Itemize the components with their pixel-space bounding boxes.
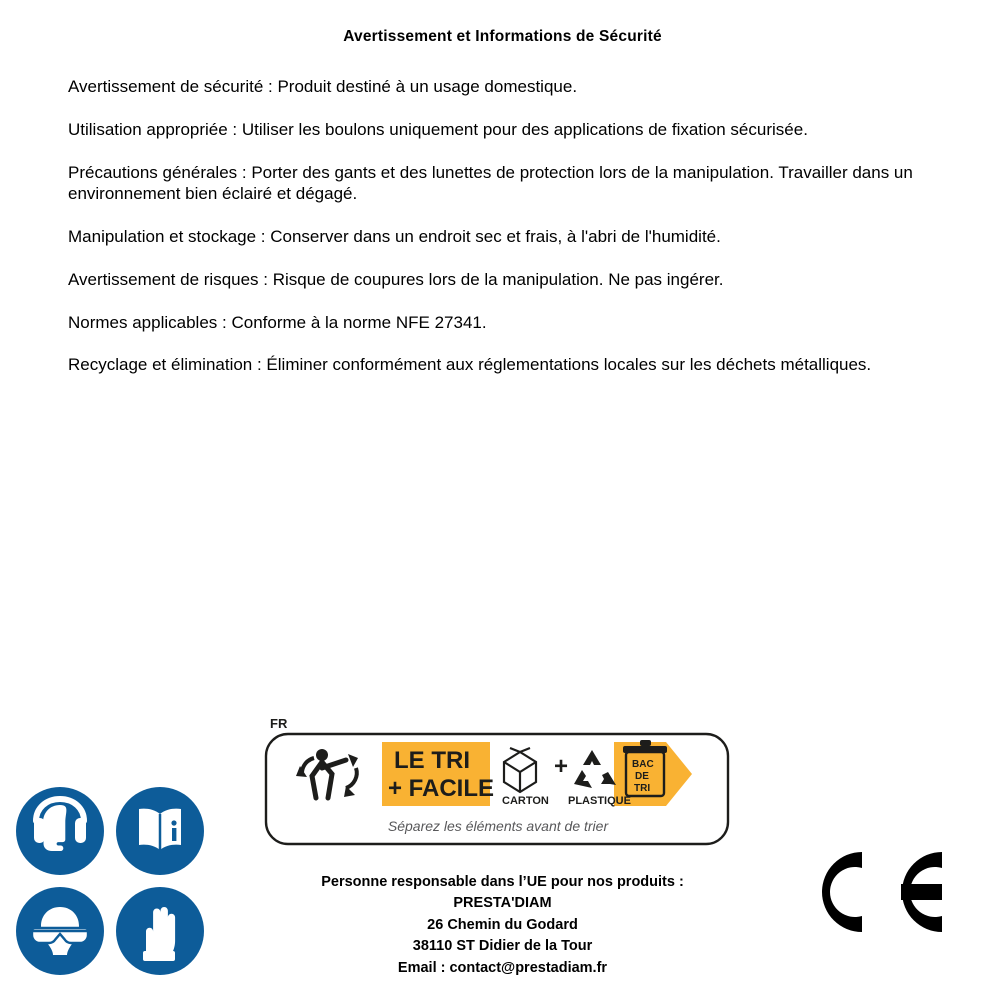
ce-marking-icon (800, 846, 950, 938)
label-title-line1: LE TRI (394, 747, 470, 774)
responsible-region: UE (526, 874, 547, 890)
company-name: PRESTA'DIAM (453, 895, 552, 912)
ear-protection-icon (16, 787, 104, 875)
safety-text-block (68, 76, 928, 397)
paragraph-general-precautions: Précautions générales : Porter des gants et des lunettes de protection lors de la manipulation. Travailler dans un environnement bien éclairé et dégagé. (68, 162, 913, 204)
paragraph-proper-use: Utilisation appropriée : Utiliser les boulons uniquement pour des applications de fixation sécurisée. (68, 119, 808, 139)
company-street: 26 Chemin du Godard (427, 916, 578, 933)
responsible-lead-before: Personne responsable dans l’ (321, 874, 527, 890)
paragraph-handling-storage: Manipulation et stockage : Conserver dans un endroit sec et frais, à l'abri de l'humidité. (68, 227, 721, 246)
label-plus-sign: + (554, 753, 569, 780)
label-item-carton: CARTON (502, 795, 549, 807)
label-footer-text: Séparez les éléments avant de trier (387, 818, 609, 834)
label-bin-line1: BAC (632, 759, 654, 770)
read-instructions-icon (116, 787, 204, 875)
label-title-line2: + FACILE (388, 775, 495, 802)
responsible-lead-after: pour nos produits : (546, 874, 684, 890)
paragraph-standards: Normes applicables : Conforme à la norme NFE 27341. (68, 312, 487, 332)
paragraph-safety-warning: Avertissement de sécurité : Produit destiné à un usage domestique. (68, 77, 578, 96)
paragraph-recycling: Recyclage et élimination : Éliminer conformément aux réglementations locales sur les déchets métalliques. (68, 355, 872, 375)
label-language-tag: FR (270, 716, 288, 731)
page-title: Avertissement et Informations de Sécurité (343, 28, 662, 45)
label-bin-line3: TRI (634, 783, 651, 794)
paragraph-risk-warning: Avertissement de risques : Risque de coupures lors de la manipulation. Ne pas ingérer. (68, 269, 724, 289)
label-item-plastique: PLASTIQUE (568, 795, 631, 807)
label-bin-line2: DE (635, 771, 649, 782)
recycling-sorting-label (262, 712, 735, 848)
company-email: Email : contact@prestadiam.fr (397, 959, 608, 976)
company-city: 38110 ST Didier de la Tour (412, 938, 593, 955)
